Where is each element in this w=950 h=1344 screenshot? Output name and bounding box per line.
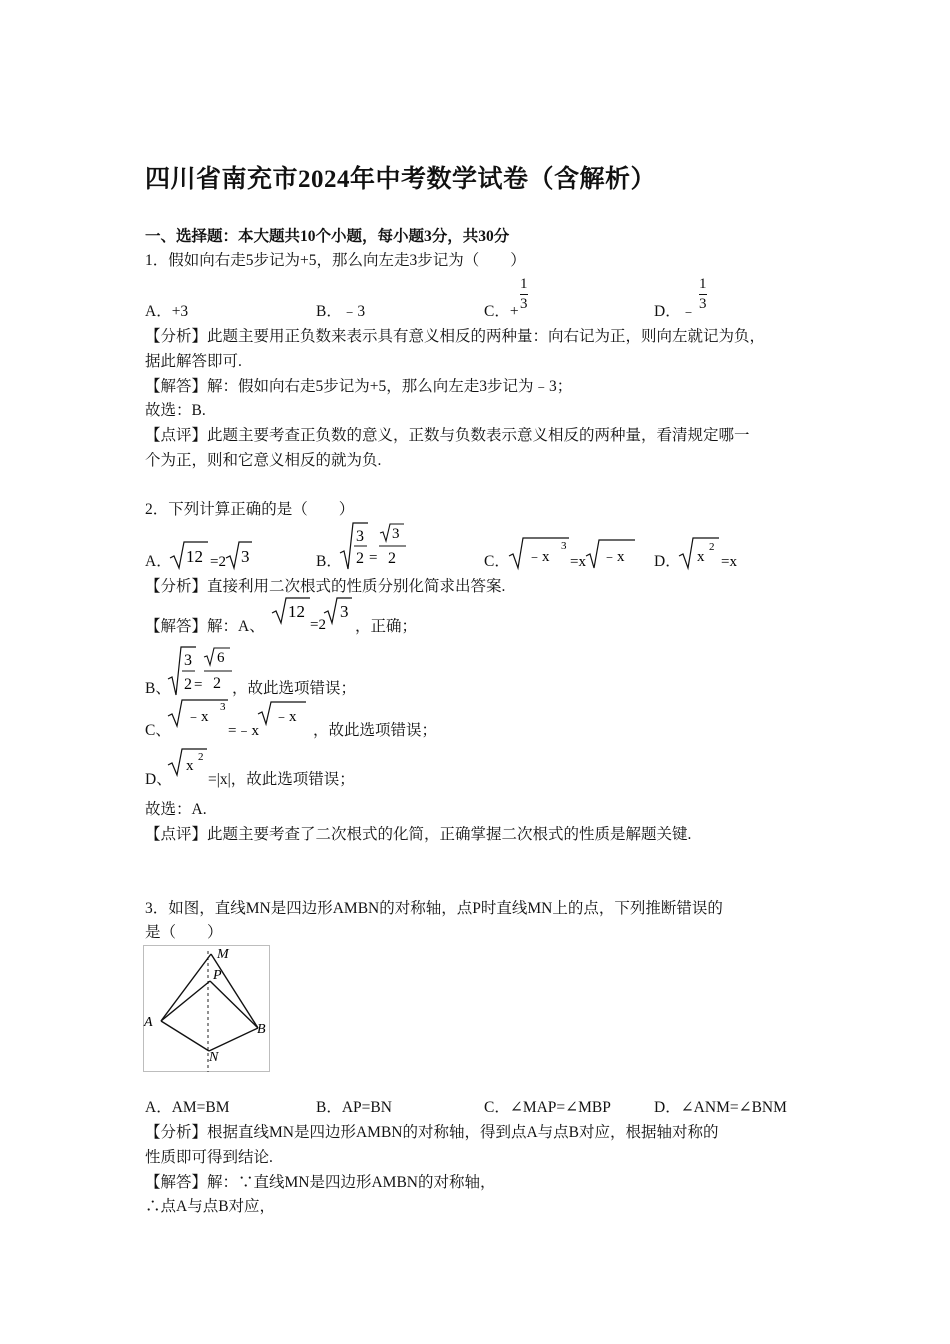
q2-option-b-label: B． — [316, 553, 342, 570]
q3-option-c: C．∠MAP=∠MBP — [484, 1099, 611, 1116]
q3-option-a: A．AM=BM — [145, 1099, 230, 1116]
q2-answer-a-suffix: ，正确； — [355, 618, 418, 635]
fraction-bar — [699, 294, 707, 295]
q2-answer-c-formula — [166, 696, 316, 736]
exponent: 3 — [220, 701, 226, 713]
equals-coefficient: =x — [570, 554, 586, 570]
radicand: 3 — [241, 547, 250, 566]
q2-answer-b-formula — [166, 643, 238, 699]
fraction-numerator: 1 — [520, 276, 528, 292]
q1-option-c: C．+ — [484, 303, 519, 320]
q2-option-b-formula — [338, 519, 414, 573]
radicand: 12 — [186, 547, 203, 566]
numerator-radicand: 3 — [392, 526, 400, 542]
q2-answer-a-prefix: 【解答】解：A、 — [145, 618, 265, 635]
denominator: 2 — [184, 676, 192, 693]
section-heading: 一、选择题：本大题共10个小题，每小题3分，共30分 — [145, 228, 510, 245]
segment-pb — [210, 981, 258, 1028]
q1-choice: 故选：B. — [145, 402, 206, 419]
q1-option-a: A．+3 — [145, 303, 189, 320]
fraction-denominator: 3 — [699, 296, 707, 312]
exponent: 2 — [198, 751, 204, 763]
q2-answer-a-formula — [270, 595, 360, 631]
q2-answer-d-formula — [166, 745, 210, 781]
equals: = — [369, 550, 378, 566]
equals: = — [194, 677, 203, 693]
radicand: ﹣x — [527, 549, 550, 565]
segment-bn — [209, 1028, 258, 1051]
fraction-bar — [520, 294, 528, 295]
numerator-radicand: 6 — [217, 650, 225, 666]
q1-answer: 【解答】解：假如向右走5步记为+5，那么向左走3步记为﹣3； — [145, 378, 573, 395]
q2-answer-b-suffix: ，故此选项错误； — [232, 680, 357, 697]
denominator: 2 — [356, 550, 364, 567]
page-title: 四川省南充市2024年中考数学试卷（含解析） — [145, 166, 657, 193]
q2-answer-b-prefix: B、 — [145, 680, 171, 697]
q2-comment: 【点评】此题主要考查了二次根式的化简，正确掌握二次根式的性质是解题关键. — [145, 826, 692, 843]
q1-option-d-fraction — [699, 276, 707, 313]
segment-mb — [211, 954, 258, 1028]
radicand: ﹣x — [602, 549, 625, 565]
q3-step: ∴点A与点B对应， — [145, 1198, 276, 1215]
point-label-b: B — [257, 1022, 266, 1037]
q3-geometry-figure — [143, 945, 271, 1073]
radicand: 3 — [340, 602, 349, 621]
q2-answer-d-prefix: D、 — [145, 771, 172, 788]
q2-answer-c-suffix: ，故此选项错误； — [313, 722, 438, 739]
radicand: ﹣x — [186, 709, 209, 725]
radicand: 12 — [288, 602, 305, 621]
q1-analysis-line1: 【分析】此题主要用正负数来表示具有意义相反的两种量：向右记为正，则向左就记为负， — [145, 328, 766, 345]
q1-option-c-fraction — [520, 276, 528, 313]
denominator: 2 — [213, 675, 221, 692]
q3-stem-line1: 3．如图，直线MN是四边形AMBN的对称轴，点P时直线MN上的点，下列推断错误的 — [145, 900, 723, 917]
q3-option-d: D．∠ANM=∠BNM — [654, 1099, 787, 1116]
q2-choice: 故选：A. — [145, 801, 207, 818]
fraction-numerator: 1 — [699, 276, 707, 292]
q2-option-a-label: A． — [145, 553, 172, 570]
numerator: 3 — [184, 652, 192, 669]
q3-analysis-line2: 性质即可得到结论. — [145, 1149, 273, 1166]
equals-coefficient: =2 — [310, 617, 326, 631]
q1-option-d: D．﹣ — [654, 303, 697, 320]
segment-am — [161, 954, 211, 1021]
point-label-a: A — [144, 1015, 153, 1030]
radicand: x — [186, 758, 194, 774]
q2-stem: 2．下列计算正确的是（ ） — [145, 501, 355, 518]
q1-comment-line2: 个为正，则和它意义相反的就为负. — [145, 452, 382, 469]
q2-option-c-label: C． — [484, 553, 510, 570]
q2-analysis: 【分析】直接利用二次根式的性质分别化简求出答案. — [145, 578, 506, 595]
q1-stem: 1．假如向右走5步记为+5，那么向左走3步记为（ ） — [145, 252, 526, 269]
denominator: 2 — [388, 550, 396, 567]
q2-option-d-label: D． — [654, 553, 681, 570]
q2-option-c-formula — [507, 534, 643, 572]
radicand: ﹣x — [274, 709, 297, 725]
q2-answer-d-suffix: =|x|，故此选项错误； — [208, 771, 355, 788]
radicand: x — [697, 549, 705, 565]
exponent: 2 — [709, 541, 715, 553]
point-label-m: M — [217, 947, 229, 962]
q2-option-d-formula — [677, 534, 747, 572]
equals-result: =x — [721, 554, 737, 570]
q3-analysis-line1: 【分析】根据直线MN是四边形AMBN的对称轴，得到点A与点B对应，根据轴对称的 — [145, 1124, 719, 1141]
point-label-n: N — [209, 1050, 219, 1065]
numerator: 3 — [356, 528, 364, 545]
point-label-p: P — [213, 968, 222, 983]
q3-answer: 【解答】解：∵直线MN是四边形AMBN的对称轴， — [145, 1174, 496, 1191]
q2-answer-c-prefix: C、 — [145, 722, 171, 739]
exponent: 3 — [561, 540, 567, 552]
segment-na — [161, 1021, 209, 1051]
fraction-denominator: 3 — [520, 296, 528, 312]
q3-stem-line2: 是（ ） — [145, 924, 223, 941]
equals-coefficient: =2 — [210, 554, 226, 570]
q2-option-a-formula — [168, 538, 258, 572]
q3-option-b: B．AP=BN — [316, 1099, 392, 1116]
equals-coefficient: =﹣x — [228, 723, 259, 736]
q1-analysis-line2: 据此解答即可. — [145, 353, 242, 370]
q1-option-b: B．﹣3 — [316, 303, 366, 320]
q1-comment-line1: 【点评】此题主要考查正负数的意义，正数与负数表示意义相反的两种量，看清规定哪一 — [145, 427, 750, 444]
